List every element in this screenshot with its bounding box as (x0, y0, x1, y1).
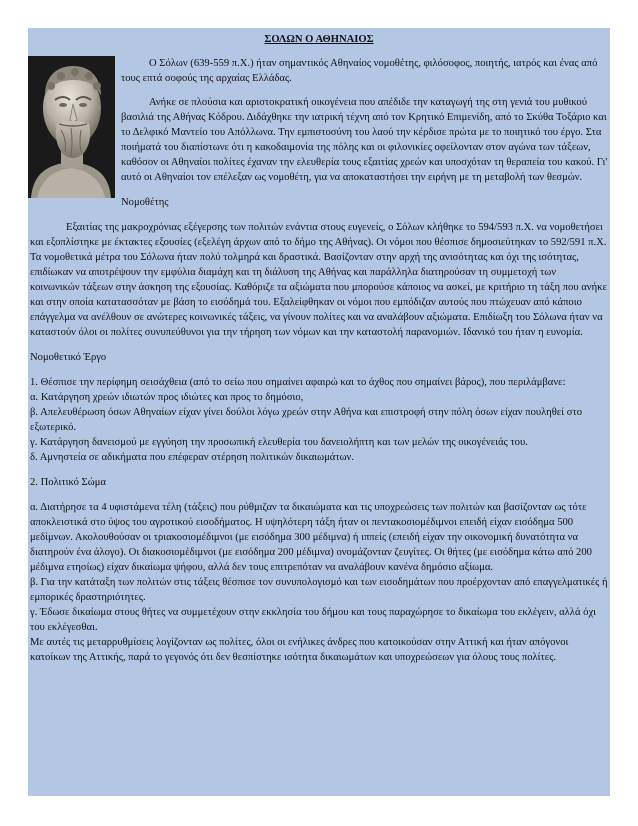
seisachtheia-item-b: β. Απελευθέρωση όσων Αθηναίων είχαν γίνει δούλοι λόγω χρεών στην Αθήνα και επιστροφή στην πόλη όσων είχαν πουληθεί στο εξωτερικό. (30, 407, 583, 433)
solon-bust-image (28, 56, 115, 198)
section-heading-legislative-work: Νομοθετικό Έργο (30, 352, 107, 363)
seisachtheia-item-a: α. Κατάργηση χρεών ιδιωτών προς ιδιώτες και προς το δημόσιο, (30, 392, 304, 403)
section-heading-lawgiver: Νομοθέτης (121, 197, 169, 208)
seisachtheia-item-c: γ. Κατάργηση δανεισμού με εγγύηση την προσωπική ελευθερία του δανειολήπτη και των μελών της οικογένειάς του. (30, 437, 528, 448)
document-page (28, 28, 610, 796)
political-body-conclusion: Με αυτές τις μεταρρυθμίσεις λογίζονταν ως πολίτες, όλοι οι ενήλικες άνδρες που κατοικούσαν στην Αττική και ήταν απόγονοι κατοίκων της Αττικής, παρά το γεγονός ότι δεν θεσπίστηκε ισότητα δικαιωμάτων και υποχρεώσεων για όλους τους πολίτες. (30, 637, 569, 663)
political-body-list (30, 500, 608, 665)
seisachtheia-intro: 1. Θέσπισε την περίφημη σεισάχθεια (από το σείω που σημαίνει αφαιρώ και το άχθος που σημαίνει βάρος), που περιλάμβανε: (30, 377, 566, 388)
political-body-item-a: α. Διατήρησε τα 4 υφιστάμενα τέλη (τάξεις) που ρύθμιζαν τα δικαιώματα και τις υποχρεώσεις των πολιτών και βασίζονταν ως τότε αποκλειστικά στο ύψος του αγροτικού εισοδήματος. Η υψηλότερη τάξη ήταν οι πεντακοσιομέδιμνοι επειδή είχαν εισόδημα 500 μεδίμνων. Ακολουθούσαν οι τριακοσιομέδιμνοι (με εισόδημα 300 μέδιμνα) ή ιππείς (επειδή είχαν την οικονομική δυνατότητα να διατηρούν ένα άλογο). Οι διακοσιομέδιμνοι (με εισόδημα 200 μέδιμνα) ονομάζονταν ζευγίτες. Οι θήτες (με εισόδημα κάτω από 200 μέδιμνα ετησίως) είχαν δικαίωμα ψήφου, αλλά δεν τους επιτρεπόταν να αναλάβουν κανένα δημόσιο αξίωμα. (30, 502, 592, 573)
document-title: ΣΟΛΩΝ Ο ΑΘΗΝΑΙΟΣ (264, 34, 374, 45)
section-heading-political-body: 2. Πολιτικό Σώμα (30, 477, 106, 488)
seisachtheia-item-d: δ. Αμνηστεία σε αδικήματα που επέφεραν στέρηση πολιτικών δικαιωμάτων. (30, 452, 354, 463)
intro-paragraph-2: Ανήκε σε πλούσια και αριστοκρατική οικογένεια που απέδιδε την καταγωγή της στη γενιά του μυθικού βασιλιά της Αθήνας Κόδρου. Διδάχθηκε την ιατρική τέχνη από τον Κρητικό Επιμενίδη, από το Σκύθα Τοξάριο και το Δελφικό Μαντείο του Απόλλωνα. Την εμπιστοσύνη του λαού την κέρδισε πρώτα με το ποιητικό του έργο. Στα ποιήματά του διαπίστωνε ότι η κακοδαιμονία της πόλης και οι φιλονικίες οφείλονταν στον αγώνα των τάξεων, καθόσον οι Αθηναίοι πολίτες έχαναν την ελευθερία τους εξαιτίας χρεών και υποσχόταν τη θεραπεία του κακού. Γι' αυτό οι Αθηναίοι τον επέλεξαν ως νομοθέτη, για να αποκαταστήσει την ειρήνη με τη μεταβολή των θεσμών. (121, 97, 608, 183)
solon-bust-portrait (28, 56, 115, 198)
political-body-item-b: β. Για την κατάταξη των πολιτών στις τάξεις θέσπισε τον συνυπολογισμό και των εισοδημάτων που προέρχονταν από επαγγελματικές ή εμπορικές δραστηριότητες. (30, 577, 608, 603)
lawgiver-paragraph: Εξαιτίας της μακροχρόνιας εξέγερσης των πολιτών ενάντια στους ευγενείς, ο Σόλων κλήθηκε το 594/593 π.Χ. να νομοθετήσει και εξοπλίστηκε με έκτακτες εξουσίες (εξελέγη άρχων από το δήμο της Αθήνας). Οι νόμοι που θέσπισε δημοσιεύτηκαν το 592/591 π.Χ. Τα νομοθετικά μέτρα του Σόλωνα ήταν πολύ τολμηρά και δραστικά. Βασίζονταν στην αρχή της ανισότητας και όχι της ισότητας, επιδίωκαν να αποτρέψουν την εμφύλια διαμάχη και τη διάλυση της Αθήνας και παράλληλα διατηρούσαν τη συμμετοχή των κοινωνικών τάξεων στην άσκηση της εξουσίας. Καθόριζε τα αξιώματα που μπορούσε κάποιος να ασκεί, με κριτήριο τη τάξη που ανήκε και στην οποία κατατασσόταν με βάση το εισόδημά του. Εξαλείφθηκαν οι νόμοι που εμπόδιζαν αυτούς που πτώχευαν από κάποιο επάγγελμα να ανέλθουν σε ανώτερες κοινωνικές τάξεις, να γίνουν πολίτες και να αναλάβουν αξιώματα. Επιδίωξη του Σόλωνα ήταν να καταστούν όλοι οι πολίτες συνυπεύθυνοι για την τήρηση των νόμων και την καταστολή παρανομιών. Ιδανικό του ήταν η ευνομία. (30, 222, 607, 338)
political-body-item-c: γ. Έδωσε δικαίωμα στους θήτες να συμμετέχουν στην εκκλησία του δήμου και τους παραχώρησε το δικαίωμα του εκλέγειν, αλλά όχι του εκλέγεσθαι. (30, 607, 596, 633)
seisachtheia-list (30, 375, 608, 465)
intro-section (30, 56, 608, 185)
intro-paragraph-1: Ο Σόλων (639-559 π.Χ.) ήταν σημαντικός Αθηναίος νομοθέτης, φιλόσοφος, ποιητής, ιατρός και ένας από τους επτά σοφούς της αρχαίας Ελλάδας. (121, 58, 598, 84)
